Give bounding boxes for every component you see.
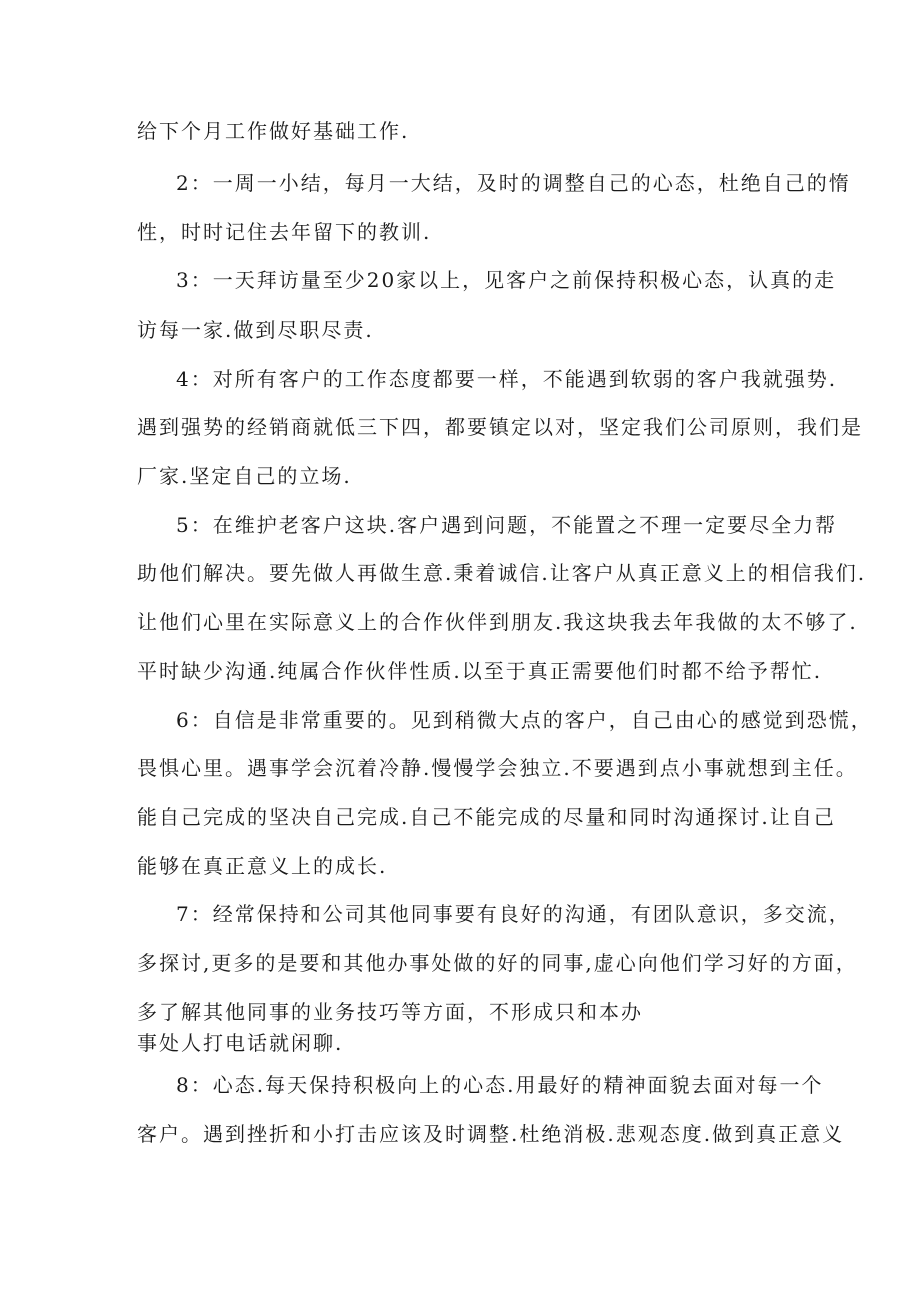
text-line: 3：一天拜访量至少20家以上，见客户之前保持积极心态，认真的走	[176, 268, 837, 292]
text-line: 让他们心里在实际意义上的合作伙伴到朋友.我这块我去年我做的太不够了.	[137, 610, 858, 634]
text-line: 访每一家.做到尽职尽责.	[137, 318, 374, 342]
text-line: 助他们解决。要先做人再做生意.秉着诚信.让客户从真正意义上的相信我们.	[137, 561, 867, 585]
text-line: 4：对所有客户的工作态度都要一样，不能遇到软弱的客户我就强势.	[176, 367, 838, 391]
text-line: 遇到强势的经销商就低三下四，都要镇定以对，坚定我们公司原则，我们是	[137, 415, 863, 439]
text-line: 能够在真正意义上的成长.	[137, 854, 388, 878]
text-line: 6：自信是非常重要的。见到稍微大点的客户，自己由心的感觉到恐慌，	[176, 708, 873, 732]
text-line: 畏惧心里。遇事学会沉着冷静.慢慢学会独立.不要遇到点小事就想到主任。	[137, 756, 858, 780]
text-line: 事处人打电话就闲聊.	[137, 1031, 344, 1055]
text-line: 客户。遇到挫折和小打击应该及时调整.杜绝消极.悲观态度.做到真正意义	[137, 1122, 845, 1146]
text-line: 给下个月工作做好基础工作.	[137, 119, 410, 143]
text-line: 性，时时记住去年留下的教训.	[137, 220, 432, 244]
text-line: 2：一周一小结，每月一大结，及时的调整自己的心态，杜绝自己的惰	[176, 171, 851, 195]
text-line: 能自己完成的坚决自己完成.自己不能完成的尽量和同时沟通探讨.让自己	[137, 805, 836, 829]
text-line: 7：经常保持和公司其他同事要有良好的沟通，有团队意识，多交流，	[176, 902, 851, 926]
text-line: 5：在维护老客户这块.客户遇到问题，不能置之不理一定要尽全力帮	[176, 513, 838, 537]
text-line: 平时缺少沟通.纯属合作伙伴性质.以至于真正需要他们时都不给予帮忙.	[137, 659, 823, 683]
text-line: 多了解其他同事的业务技巧等方面，不形成只和本办	[137, 1000, 643, 1024]
text-line: 8：心态.每天保持积极向上的心态.用最好的精神面貌去面对每一个	[176, 1073, 824, 1097]
text-line: 厂家.坚定自己的立场.	[137, 464, 352, 488]
text-line: 多探讨,更多的是要和其他办事处做的好的同事,虚心向他们学习好的方面，	[137, 951, 858, 975]
